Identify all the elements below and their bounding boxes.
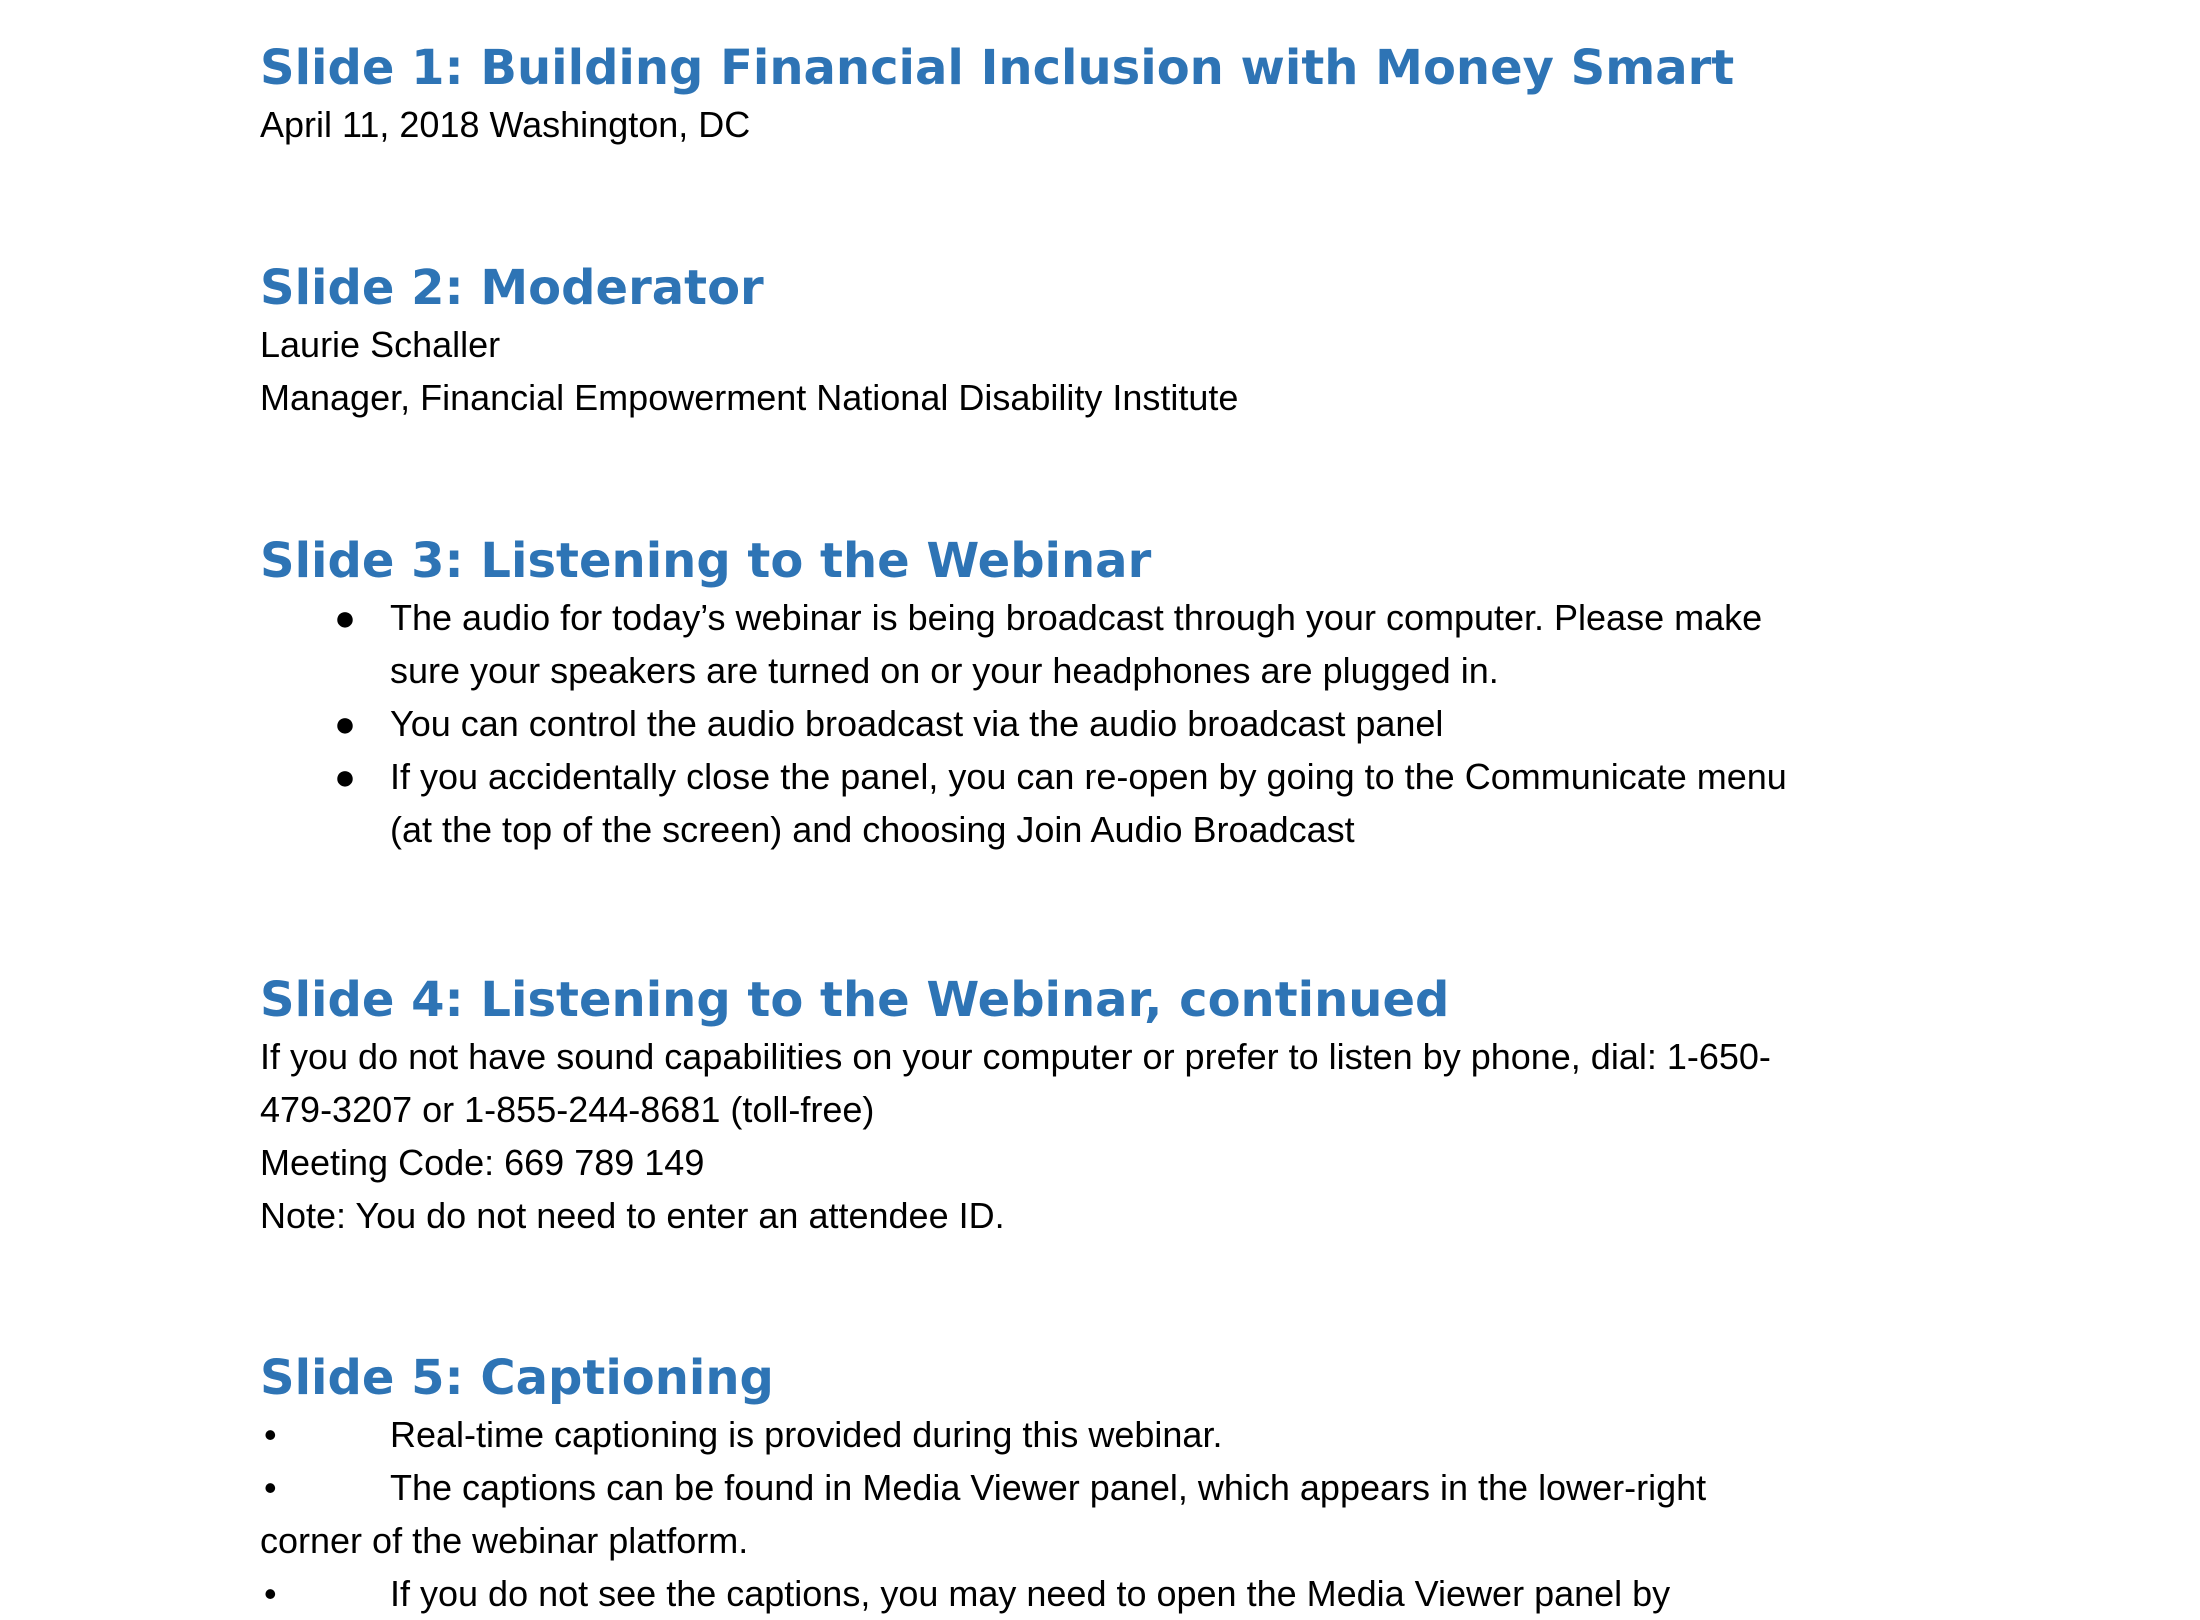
- bullet-text-line: The captions can be found in Media Viewer panel, which appears in the lower-right: [390, 1467, 1707, 1508]
- slide-5-heading: Slide 5: Captioning: [260, 1350, 774, 1406]
- bullet-icon: ●: [334, 703, 356, 744]
- slide-3-section: [260, 531, 1980, 856]
- list-item: [260, 750, 1990, 856]
- moderator-title: Manager, Financial Empowerment National Disability Institute: [260, 377, 1239, 418]
- bullet-icon: •: [264, 1414, 277, 1455]
- bullet-text-line: The audio for today’s webinar is being broadcast through your computer. Please make: [390, 597, 1763, 638]
- bullet-text-line: Real-time captioning is provided during this webinar.: [390, 1414, 1223, 1455]
- bullet-icon: •: [264, 1573, 277, 1614]
- bullet-text-line: corner of the webinar platform.: [260, 1520, 749, 1561]
- slide-4-heading: Slide 4: Listening to the Webinar, continued: [260, 972, 1450, 1028]
- bullet-text-line: You can control the audio broadcast via the audio broadcast panel: [390, 703, 1444, 744]
- slide-2-section: [260, 258, 1980, 424]
- slide-3-bullet-list: [260, 591, 1980, 856]
- bullet-text-line: (at the top of the screen) and choosing Join Audio Broadcast: [390, 809, 1355, 850]
- slide-4-section: [260, 970, 1980, 1242]
- meeting-code: Meeting Code: 669 789 149: [260, 1142, 705, 1183]
- slide-1-section: [260, 38, 1980, 151]
- list-item: [260, 1408, 1940, 1461]
- bullet-text-line: If you accidentally close the panel, you can re-open by going to the Communicate menu: [390, 756, 1787, 797]
- phone-instructions-line-2: 479-3207 or 1-855-244-8681 (toll-free): [260, 1089, 875, 1130]
- slide-5-section: [260, 1348, 1980, 1620]
- list-item: [260, 697, 1990, 750]
- list-item: [260, 591, 1990, 697]
- list-item: [260, 1567, 1940, 1620]
- list-item: [260, 1461, 1940, 1567]
- bullet-text-line: If you do not see the captions, you may need to open the Media Viewer panel by: [390, 1573, 1671, 1614]
- moderator-name: Laurie Schaller: [260, 324, 501, 365]
- phone-instructions-line-1: If you do not have sound capabilities on your computer or prefer to listen by phone, dial: 1-650-: [260, 1036, 1771, 1077]
- slide-3-heading: Slide 3: Listening to the Webinar: [260, 533, 1152, 589]
- bullet-text-line: sure your speakers are turned on or your headphones are plugged in.: [390, 650, 1499, 691]
- attendee-note: Note: You do not need to enter an attendee ID.: [260, 1195, 1005, 1236]
- bullet-icon: ●: [334, 756, 356, 797]
- bullet-icon: ●: [334, 597, 356, 638]
- bullet-icon: •: [264, 1467, 277, 1508]
- slide-1-date-location: April 11, 2018 Washington, DC: [260, 104, 751, 145]
- slide-2-heading: Slide 2: Moderator: [260, 260, 764, 316]
- slide-1-heading: Slide 1: Building Financial Inclusion with Money Smart: [260, 40, 1735, 96]
